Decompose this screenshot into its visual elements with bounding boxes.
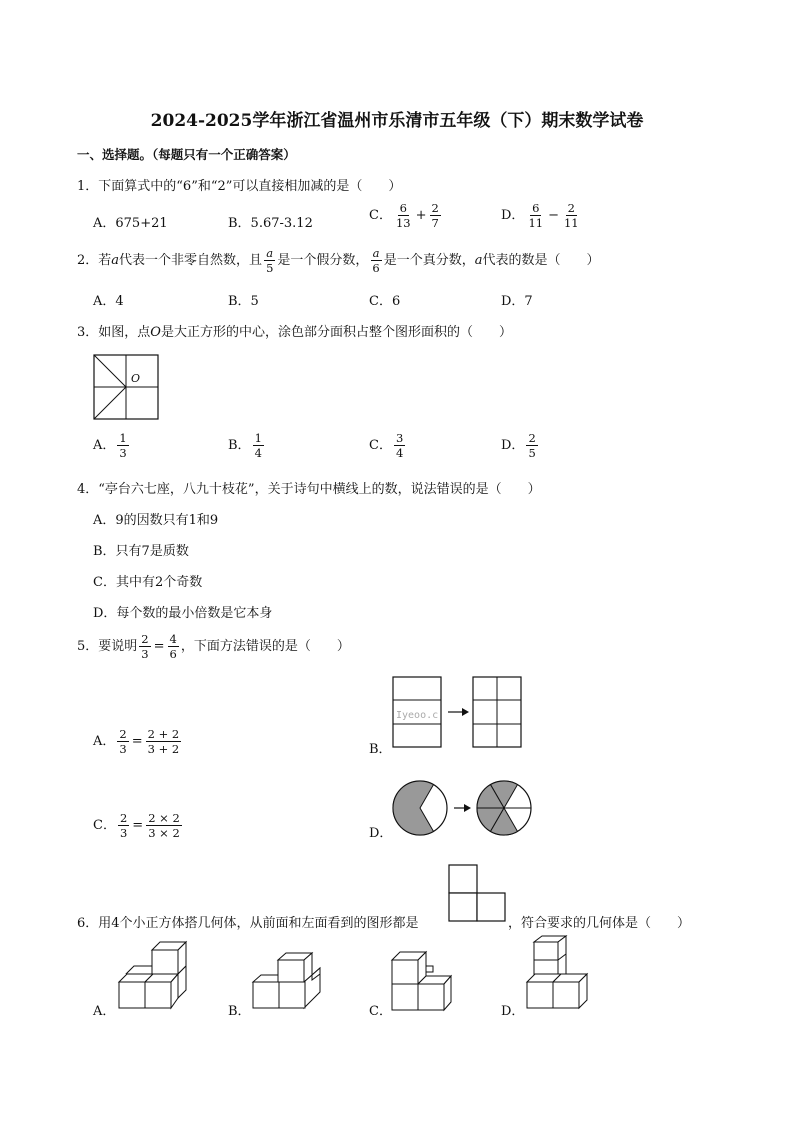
q6-option-b-figure xyxy=(252,952,324,1012)
question-6-stem-part2: ，符合要求的几何体是（ ） xyxy=(508,916,691,931)
q3-option-a[interactable] xyxy=(93,432,131,459)
denominator: 11 xyxy=(528,216,544,231)
operator: + xyxy=(415,208,427,224)
option-label: C． xyxy=(369,208,392,224)
denominator: 3 xyxy=(141,647,149,662)
q3-square-figure xyxy=(93,354,159,420)
q6-option-d[interactable]: D． xyxy=(501,1004,525,1019)
section-heading: 一、选择题。（每题只有一个正确答案） xyxy=(77,147,296,162)
numerator: a xyxy=(372,246,380,260)
q2-option-a[interactable]: A．4 xyxy=(93,294,124,309)
q1-option-d[interactable] xyxy=(501,202,583,229)
text: 代表的数是（ ） xyxy=(482,253,600,269)
fraction xyxy=(118,812,129,839)
fraction xyxy=(526,202,545,229)
denominator: 4 xyxy=(254,446,262,461)
denominator: 13 xyxy=(395,216,411,231)
denominator: 3 + 2 xyxy=(147,742,180,757)
q2-option-b[interactable]: B．5 xyxy=(228,294,259,309)
numerator: a xyxy=(266,246,274,260)
fraction xyxy=(253,432,264,459)
page-title: 2024-2025学年浙江省温州市乐清市五年级（下）期末数学试卷 xyxy=(150,111,644,131)
question-2-stem xyxy=(77,247,600,274)
text: 是一个假分数， xyxy=(277,253,369,269)
denominator: 5 xyxy=(528,446,536,461)
numerator: 2 xyxy=(141,632,149,646)
variable: a xyxy=(111,253,120,269)
fraction xyxy=(146,812,182,839)
q3-option-c[interactable] xyxy=(369,432,407,459)
denominator: 3 xyxy=(119,446,127,461)
fraction xyxy=(264,247,275,274)
numerator: 6 xyxy=(532,201,540,215)
question-5-stem xyxy=(77,633,350,660)
numerator: 6 xyxy=(399,201,407,215)
q1-option-b[interactable]: B．5.67-3.12 xyxy=(228,216,313,231)
q1-option-a[interactable]: A．675+21 xyxy=(93,216,168,231)
q3-option-b[interactable] xyxy=(228,432,266,459)
q3-option-d[interactable] xyxy=(501,432,540,459)
q5-circle-diagram xyxy=(392,780,534,836)
numerator: 2 xyxy=(119,811,128,825)
q6-option-c[interactable]: C． xyxy=(369,1004,392,1019)
option-label: C． xyxy=(369,438,392,454)
denominator: 6 xyxy=(169,647,177,662)
option-label: B． xyxy=(228,438,251,454)
operator: − xyxy=(548,208,559,224)
fraction xyxy=(117,432,128,459)
q4-option-d[interactable]: D．每个数的最小倍数是它本身 xyxy=(93,606,273,621)
q1-option-c[interactable] xyxy=(369,202,443,229)
center-point-label: O xyxy=(131,372,141,385)
fraction xyxy=(430,202,441,229)
q6-option-a[interactable]: A． xyxy=(93,1004,116,1019)
q6-option-c-figure xyxy=(391,950,453,1012)
q4-option-b[interactable]: B．只有7是质数 xyxy=(93,544,189,559)
q5-option-d[interactable]: D． xyxy=(369,826,393,841)
question-4-stem: 4．“亭台六七座，八九十枝花”，关于诗句中横线上的数，说法错误的是（ ） xyxy=(77,482,541,497)
q4-option-a[interactable]: A．9的因数只有1和9 xyxy=(93,513,219,528)
q6-option-b[interactable]: B． xyxy=(228,1004,251,1019)
question-6-stem-part1: 6．用4个小正方体搭几何体，从前面和左面看到的图形都是 xyxy=(77,916,419,931)
denominator: 7 xyxy=(431,216,439,231)
q5-option-b[interactable]: B． xyxy=(369,742,392,757)
q2-option-c[interactable]: C．6 xyxy=(369,294,401,309)
denominator: 3 xyxy=(119,742,127,757)
numerator: 2 xyxy=(119,727,127,741)
numerator: 2 xyxy=(431,201,439,215)
denominator: 4 xyxy=(395,446,404,461)
question-3-stem xyxy=(77,321,512,340)
fraction xyxy=(370,247,381,274)
option-label: D． xyxy=(501,208,525,224)
equals: = xyxy=(153,639,165,655)
question-1-stem: 1．下面算式中的“6”和“2”可以直接相加减的是（ ） xyxy=(77,179,402,194)
fraction xyxy=(526,432,537,459)
text: 3．如图，点 xyxy=(77,325,151,340)
q4-option-c[interactable]: C．其中有2个奇数 xyxy=(93,575,203,590)
numerator: 4 xyxy=(169,632,177,646)
text: ，下面方法错误的是（ ） xyxy=(180,639,350,655)
q5-option-c[interactable] xyxy=(93,812,184,839)
numerator: 1 xyxy=(119,431,127,445)
numerator: 2 + 2 xyxy=(147,727,180,741)
equals: = xyxy=(131,734,143,750)
numerator: 3 xyxy=(395,431,404,445)
numerator: 2 xyxy=(528,431,536,445)
option-label: C． xyxy=(93,818,116,834)
text: 是大正方形的中心，涂色部分面积占整个图形面积的（ ） xyxy=(160,325,512,340)
equals: = xyxy=(132,818,144,834)
numerator: 2 xyxy=(567,201,575,215)
denominator: 3 × 2 xyxy=(148,826,180,841)
watermark: Iyeoo.c xyxy=(396,710,439,721)
fraction xyxy=(394,432,405,459)
q2-option-d[interactable]: D．7 xyxy=(501,294,533,309)
text: 是一个真分数， xyxy=(383,253,475,269)
denominator: 6 xyxy=(372,261,380,276)
text: 2．若 xyxy=(77,253,112,269)
fraction xyxy=(139,633,150,660)
text: 5．要说明 xyxy=(77,639,138,655)
text: 代表一个非零自然数，且 xyxy=(119,253,263,269)
fraction xyxy=(562,202,581,229)
fraction xyxy=(394,202,413,229)
fraction xyxy=(117,728,128,755)
denominator: 5 xyxy=(266,261,274,276)
variable: O xyxy=(150,325,161,340)
q6-option-a-figure xyxy=(118,940,188,1012)
q5-option-a[interactable] xyxy=(93,728,183,755)
option-label: A． xyxy=(93,734,116,750)
fraction xyxy=(168,633,179,660)
denominator: 11 xyxy=(563,216,579,231)
variable: a xyxy=(474,253,483,269)
q6-option-d-figure xyxy=(526,940,592,1012)
q6-view-figure xyxy=(448,864,508,924)
numerator: 1 xyxy=(254,431,262,445)
option-label: D． xyxy=(501,438,525,454)
option-label: A． xyxy=(93,438,116,454)
numerator: 2 × 2 xyxy=(148,811,180,825)
denominator: 3 xyxy=(119,826,128,841)
fraction xyxy=(146,728,182,755)
